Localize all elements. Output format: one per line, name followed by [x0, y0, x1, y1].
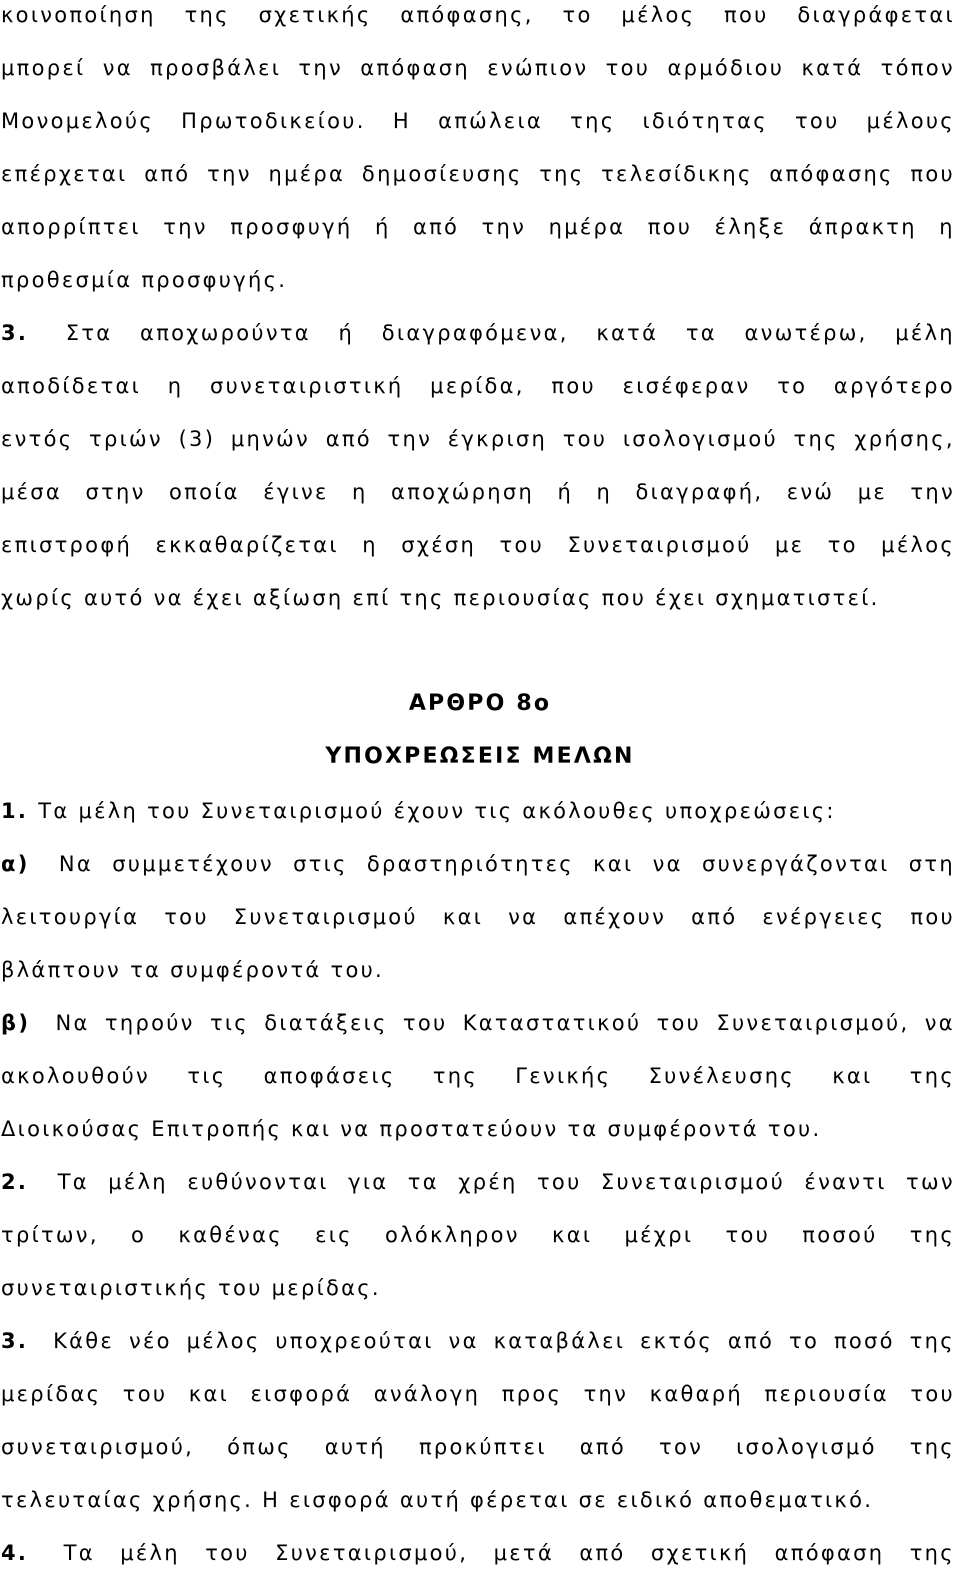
word: αποχωρούντα: [140, 321, 311, 345]
word: να: [924, 1011, 955, 1035]
word: υποχρεούται: [275, 1329, 434, 1353]
word: της: [909, 1541, 955, 1565]
word: ημέρα: [268, 162, 346, 186]
word: και: [552, 1223, 593, 1247]
word: Κάθε: [53, 1329, 115, 1353]
word: από: [144, 162, 191, 186]
word: μερίδα,: [430, 374, 525, 398]
word: από: [412, 215, 460, 239]
word: προκύπτει: [418, 1435, 547, 1459]
word: καταβάλει: [493, 1329, 626, 1353]
word: Συνεταιρισμού: [233, 905, 418, 929]
paragraph-number: 2.: [1, 1170, 29, 1194]
word: τον: [659, 1435, 704, 1459]
word: προσβάλει: [150, 56, 282, 80]
text-line: [1, 525, 955, 565]
text-line: [1, 1056, 955, 1096]
text-line: [1, 419, 955, 459]
word: αποδίδεται: [1, 374, 142, 398]
paragraph-number: α): [1, 852, 30, 876]
word: Να: [55, 1011, 90, 1035]
word: Συνεταιρισμού: [600, 1170, 786, 1194]
word: σχέση: [401, 533, 477, 557]
word: προς: [501, 1382, 563, 1406]
word: που: [910, 162, 955, 186]
word: απώλεια: [438, 109, 543, 133]
word: της: [793, 427, 839, 451]
word: έγκριση: [447, 427, 548, 451]
word: Συνέλευσης: [648, 1064, 795, 1088]
word: δημοσίευσης: [361, 162, 523, 186]
word: μέχρι: [624, 1223, 694, 1247]
word: περιουσία: [764, 1382, 889, 1406]
word: Τα: [63, 1541, 95, 1565]
word: του: [910, 1382, 955, 1406]
word: μερίδας: [1, 1382, 102, 1406]
word: τις: [209, 1011, 249, 1035]
word: της: [570, 109, 616, 133]
word: εκτός: [640, 1329, 714, 1353]
word: η: [939, 215, 955, 239]
word: μετά: [493, 1541, 554, 1565]
word: την: [910, 480, 955, 504]
word: μέλος: [186, 1329, 261, 1353]
word: απόφαση: [360, 56, 471, 80]
word: αυτή: [324, 1435, 386, 1459]
word: μέλη: [108, 1170, 168, 1194]
word: διαγραφή,: [635, 480, 764, 504]
paragraph-3-first-line: [1, 313, 955, 353]
word: εντός: [1, 427, 74, 451]
word: όπως: [227, 1435, 292, 1459]
word: συνεταιριστική: [210, 374, 404, 398]
word: οποία: [169, 480, 240, 504]
word: Συνεταιρισμού: [567, 533, 752, 557]
word: την: [298, 56, 343, 80]
word: χρήσης,: [854, 427, 955, 451]
text-line: βλάπτουν τα συμφέροντά του.: [1, 958, 385, 982]
word: που: [647, 215, 693, 239]
word: τόπον: [880, 56, 955, 80]
word: συνεταιρισμού,: [1, 1435, 195, 1459]
word: κατά: [596, 321, 659, 345]
word: της: [909, 1435, 955, 1459]
word: του: [562, 427, 608, 451]
word: Στα: [65, 321, 113, 345]
word: μέλη: [120, 1541, 180, 1565]
obligation-1-line: [1, 791, 955, 831]
word: Πρωτοδικείου.: [181, 109, 366, 133]
word: αργότερο: [833, 374, 955, 398]
word: τρίτων,: [1, 1223, 99, 1247]
word: Να: [58, 852, 93, 876]
word: επέρχεται: [1, 162, 128, 186]
word: της: [909, 1223, 955, 1247]
word: Μονομελούς: [1, 109, 155, 133]
word: (3): [178, 427, 216, 451]
word: διαγράφεται: [797, 3, 955, 27]
word: το: [827, 533, 858, 557]
word: εις: [315, 1223, 353, 1247]
word: του: [122, 1382, 168, 1406]
word: συνεργάζονται: [701, 852, 890, 876]
word: επιστροφή: [1, 533, 133, 557]
word: ισολογισμό: [736, 1435, 877, 1459]
word: μέλος: [621, 3, 696, 27]
word: ποσού: [802, 1223, 878, 1247]
word: καθαρή: [649, 1382, 744, 1406]
word: του: [656, 1011, 702, 1035]
word: από: [691, 905, 738, 929]
word: στις: [293, 852, 348, 876]
word: Συνεταιρισμού,: [716, 1011, 910, 1035]
word: του: [725, 1223, 771, 1247]
word: μέλη: [895, 321, 955, 345]
word: του: [164, 905, 209, 929]
word: του: [205, 1541, 250, 1565]
word: του: [794, 109, 840, 133]
word: ακολουθούν: [1, 1064, 151, 1088]
text-line: [1, 1427, 955, 1467]
text-line: [1, 366, 955, 406]
word: ημέρα: [548, 215, 626, 239]
word: ισολογισμού: [622, 427, 778, 451]
word: Συνεταιρισμού,: [275, 1541, 469, 1565]
word: την: [481, 215, 527, 239]
text-line: [1, 0, 955, 35]
word: ή: [374, 215, 391, 239]
word: κοινοποίηση: [1, 3, 156, 27]
word: άπρακτη: [808, 215, 917, 239]
word: τα: [685, 321, 717, 345]
word: ενώ: [786, 480, 835, 504]
paragraph-number: 4.: [1, 1541, 29, 1565]
word: η: [352, 480, 368, 504]
word: της: [539, 162, 585, 186]
word: και: [832, 1064, 873, 1088]
word: εισέφεραν: [622, 374, 751, 398]
word: για: [348, 1170, 389, 1194]
word: να: [102, 56, 133, 80]
word: η: [596, 480, 613, 504]
word: νέο: [128, 1329, 172, 1353]
word: από: [579, 1541, 626, 1565]
obligation-a-first-line: [1, 844, 955, 884]
word: έληξε: [714, 215, 787, 239]
word: χρέη: [458, 1170, 518, 1194]
word: σχετική: [650, 1541, 750, 1565]
word: Γενικής: [515, 1064, 612, 1088]
text-line: [1, 101, 955, 141]
word: καθένας: [178, 1223, 283, 1247]
word: ευθύνονται: [187, 1170, 329, 1194]
text-line: [1, 897, 955, 937]
word: σχετικής: [258, 3, 372, 27]
word: η: [167, 374, 184, 398]
word: την: [207, 162, 252, 186]
word: και: [442, 905, 484, 929]
word: του: [499, 533, 545, 557]
word: Η: [392, 109, 411, 133]
word: τις: [187, 1064, 227, 1088]
word: ανωτέρω,: [744, 321, 868, 345]
word: διατάξεις: [264, 1011, 388, 1035]
word: μέσα: [1, 480, 63, 504]
text-line: [1, 207, 955, 247]
article-title: ΑΡΘΡΟ 8ο: [408, 691, 552, 716]
text-line: [1, 48, 955, 88]
text-line: [1, 1215, 955, 1255]
word: του: [605, 56, 651, 80]
word: ποσό: [833, 1329, 895, 1353]
word: το: [777, 374, 808, 398]
word: αρμόδιου: [667, 56, 785, 80]
word: μέλος: [881, 533, 955, 557]
paragraph-text: Τα μέλη του Συνεταιρισμού έχουν τις ακόλουθες υποχρεώσεις:: [38, 799, 836, 823]
word: το: [562, 3, 593, 27]
word: τα: [407, 1170, 439, 1194]
word: να: [652, 852, 683, 876]
word: ιδιότητας: [642, 109, 768, 133]
word: κατά: [801, 56, 864, 80]
word: στη: [908, 852, 955, 876]
text-line: χωρίς αυτό να έχει αξίωση επί της περιουσίας που έχει σχηματιστεί.: [1, 586, 880, 610]
word: τριών: [89, 427, 163, 451]
word: ή: [557, 480, 574, 504]
word: αποφάσεις: [263, 1064, 396, 1088]
word: να: [508, 905, 539, 929]
word: συμμετέχουν: [112, 852, 274, 876]
word: απόφαση: [774, 1541, 885, 1565]
word: διαγραφόμενα,: [381, 321, 569, 345]
word: από: [727, 1329, 775, 1353]
word: αποχώρηση: [391, 480, 535, 504]
word: της: [432, 1064, 478, 1088]
text-line: συνεταιριστικής του μερίδας.: [1, 1276, 381, 1300]
word: την: [387, 427, 433, 451]
obligation-3-first-line: [1, 1321, 955, 1361]
word: που: [910, 905, 955, 929]
text-line: [1, 472, 955, 512]
word: με: [857, 480, 888, 504]
word: της: [909, 1064, 955, 1088]
word: απορρίπτει: [1, 215, 141, 239]
word: τηρούν: [104, 1011, 195, 1035]
word: το: [789, 1329, 820, 1353]
obligation-4-first-line: [1, 1533, 955, 1573]
word: στην: [85, 480, 146, 504]
word: έγινε: [263, 480, 329, 504]
word: ο: [131, 1223, 147, 1247]
word: μέλους: [866, 109, 955, 133]
word: από: [579, 1435, 626, 1459]
word: απόφασης,: [400, 3, 534, 27]
obligation-2-first-line: [1, 1162, 955, 1202]
word: έναντι: [804, 1170, 887, 1194]
word: προσφυγή: [230, 215, 353, 239]
word: της: [909, 1329, 955, 1353]
text-line: [1, 154, 955, 194]
text-line: Διοικούσας Επιτροπής και να προστατεύουν τα συμφέροντά του.: [1, 1117, 822, 1141]
word: που: [551, 374, 596, 398]
word: η: [362, 533, 378, 557]
word: απόφασης: [769, 162, 894, 186]
paragraph-number: 3.: [1, 321, 29, 345]
paragraph-number: β): [1, 1011, 31, 1035]
word: εισφορά: [250, 1382, 353, 1406]
word: τελεσίδικης: [601, 162, 753, 186]
word: εκκαθαρίζεται: [155, 533, 339, 557]
word: ολόκληρον: [384, 1223, 520, 1247]
word: και: [593, 852, 634, 876]
text-line: τελευταίας χρήσης. Η εισφορά αυτή φέρεται σε ειδικό αποθεματικό.: [1, 1488, 874, 1512]
word: του: [536, 1170, 582, 1194]
word: που: [724, 3, 769, 27]
word: ανάλογη: [373, 1382, 481, 1406]
word: δραστηριότητες: [366, 852, 574, 876]
word: να: [448, 1329, 479, 1353]
word: λειτουργία: [1, 905, 140, 929]
word: την: [163, 215, 208, 239]
word: του: [402, 1011, 448, 1035]
word: και: [188, 1382, 230, 1406]
word: Καταστατικού: [462, 1011, 642, 1035]
paragraph-number: 3.: [1, 1329, 29, 1353]
word: μπορεί: [1, 56, 86, 80]
word: Τα: [57, 1170, 89, 1194]
word: απέχουν: [563, 905, 667, 929]
obligation-b-first-line: [1, 1003, 955, 1043]
text-line: [1, 1374, 955, 1414]
word: ενέργειες: [762, 905, 886, 929]
article-subtitle: ΥΠΟΧΡΕΩΣΕΙΣ ΜΕΛΩΝ: [325, 744, 635, 769]
word: της: [184, 3, 230, 27]
word: με: [774, 533, 805, 557]
word: ή: [338, 321, 355, 345]
word: από: [325, 427, 372, 451]
word: των: [906, 1170, 955, 1194]
word: την: [583, 1382, 629, 1406]
word: μηνών: [230, 427, 311, 451]
word: ενώπιον: [487, 56, 589, 80]
text-line: προθεσμία προσφυγής.: [1, 268, 288, 292]
paragraph-number: 1.: [1, 799, 29, 823]
